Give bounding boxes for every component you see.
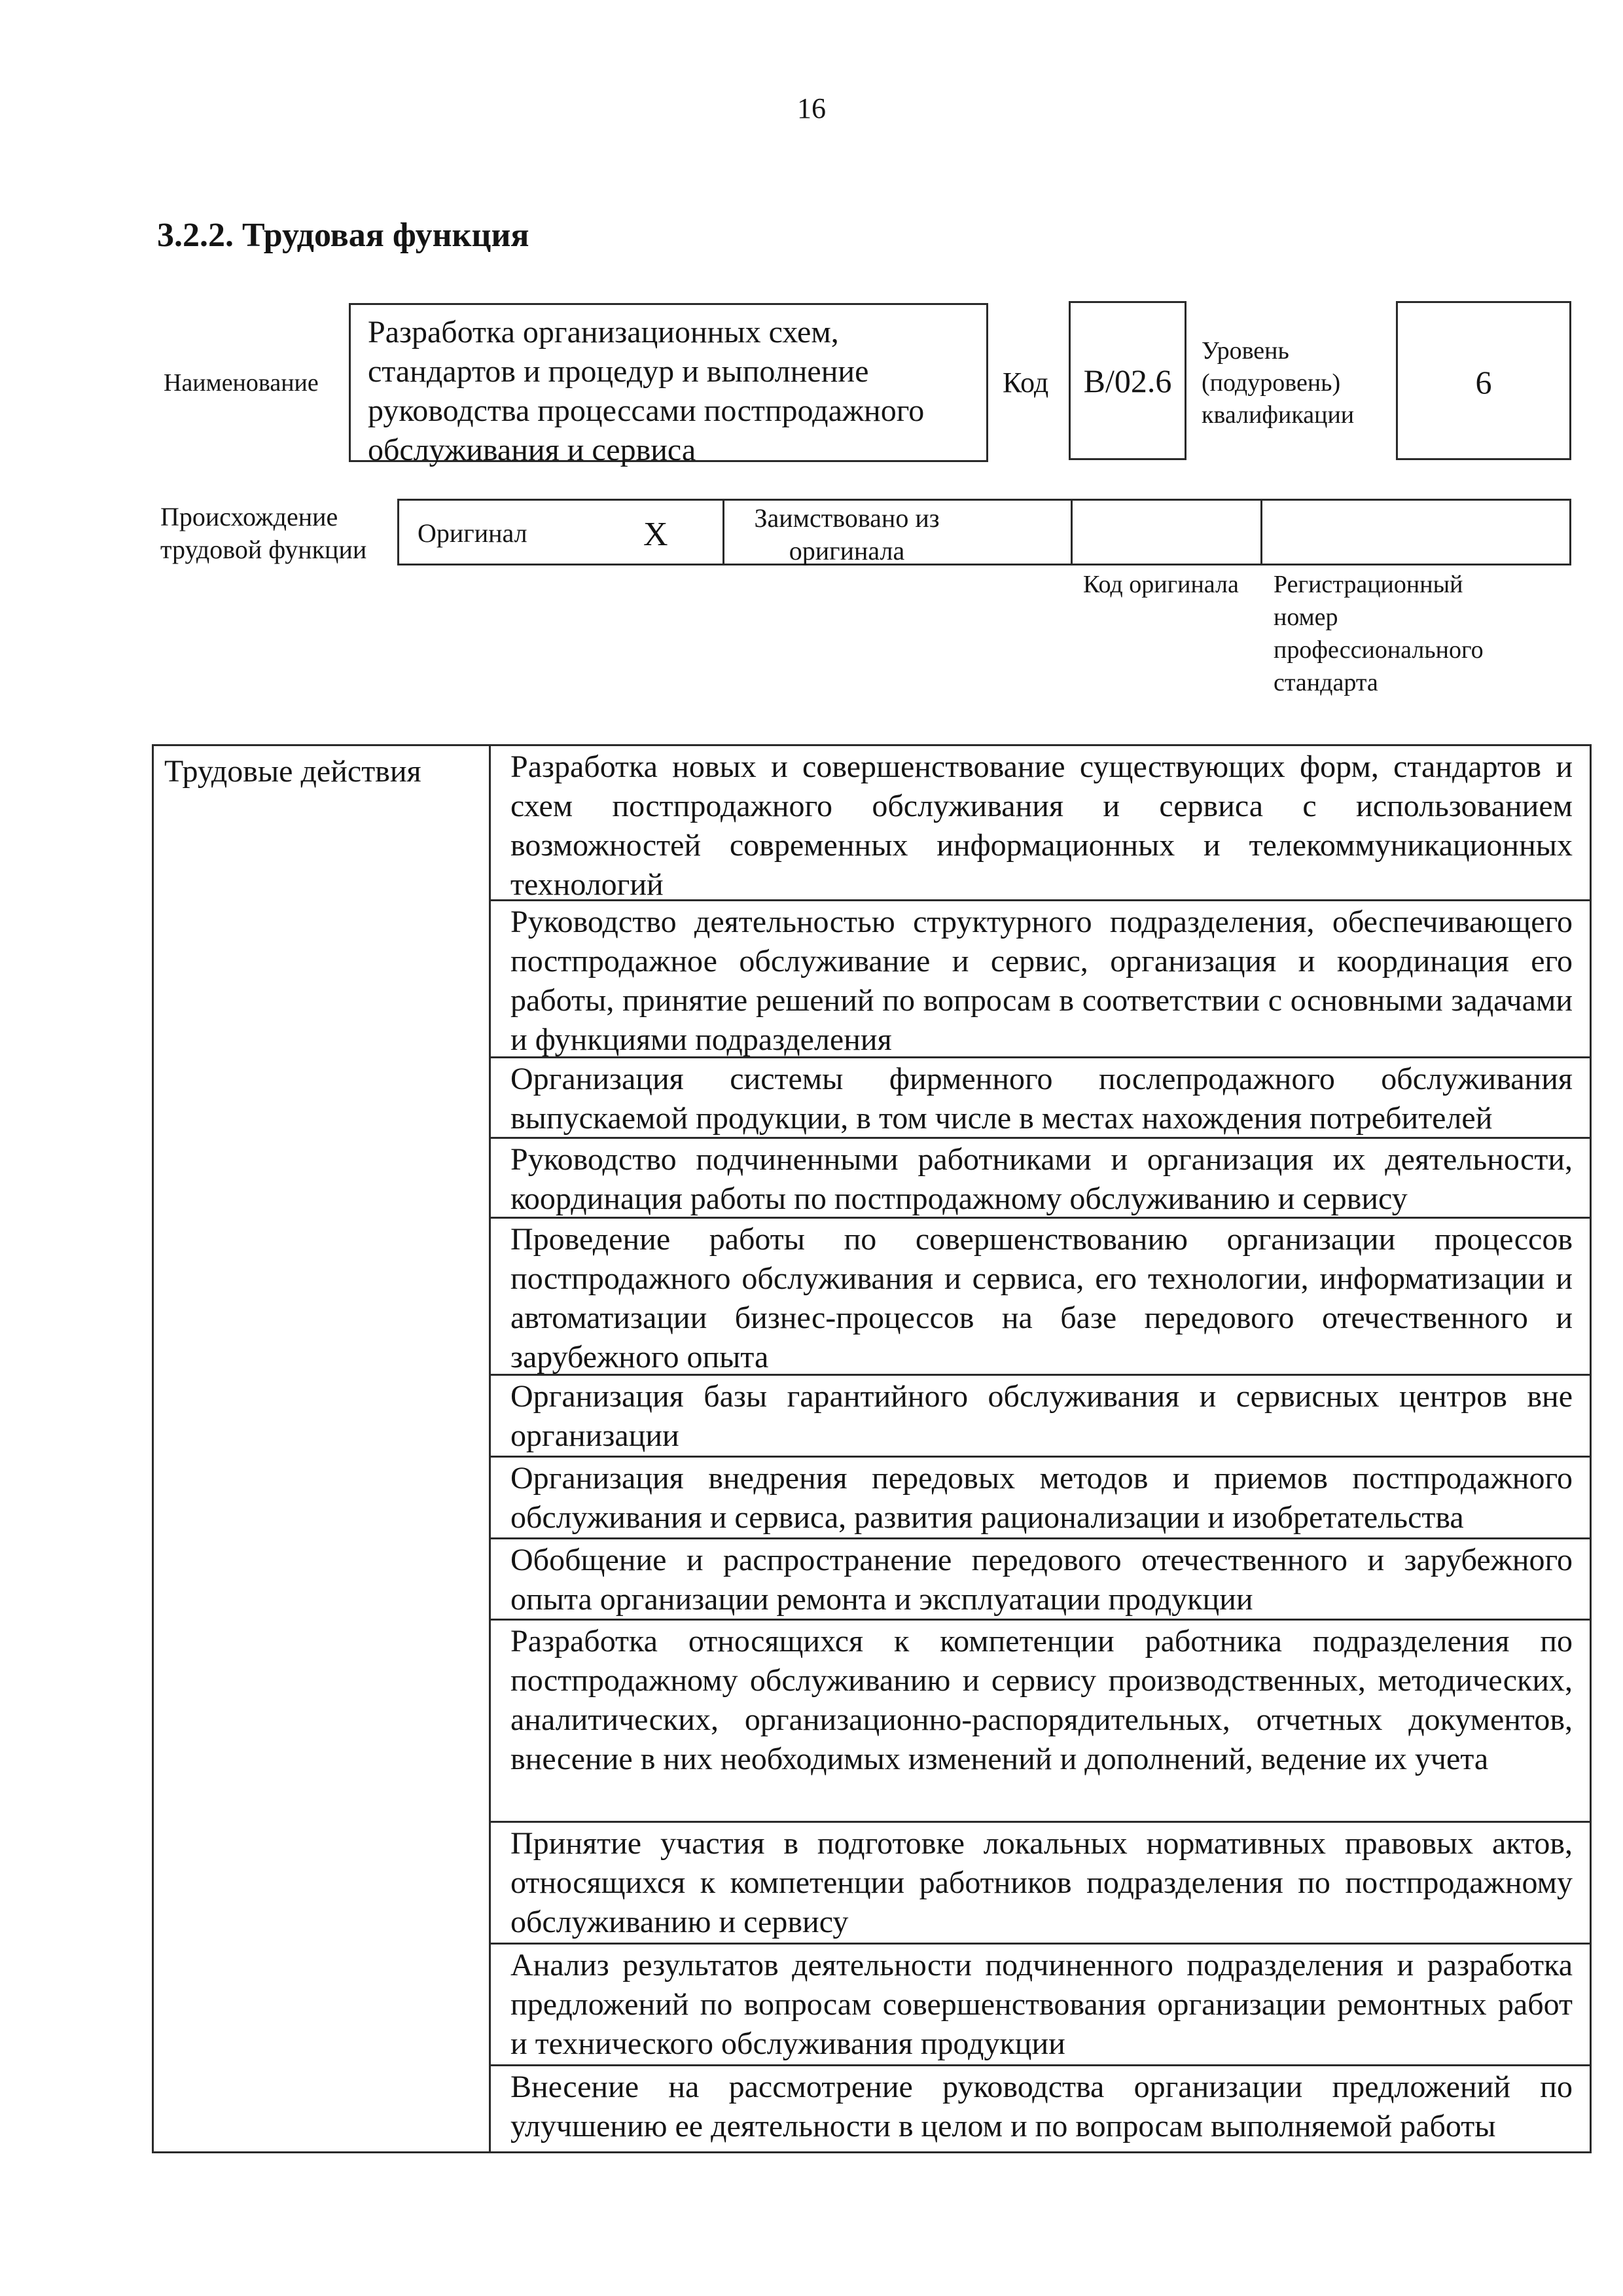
labor-action-item: Разработка относящихся к компетенции работника подразделения по постпродажному обслуживанию и сервису производственных, методических, аналитических, организационно-распорядительных, отчетных документов, внесение в них необходимых изменений и дополнений, ведение их учета <box>491 1621 1590 1823</box>
reg-number-caption: Регистрационный номер профессионального стандарта <box>1274 571 1484 696</box>
labor-action-item: Проведение работы по совершенствованию организации процессов постпродажного обслуживания и сервиса, его технологии, информатизации и автоматизации бизнес-процессов на базе передового отечественного и зарубежного опыта <box>491 1219 1590 1376</box>
labor-action-item: Организация внедрения передовых методов и приемов постпродажного обслуживания и сервиса, развития рационализации и изобретательства <box>491 1458 1590 1539</box>
page-number: 16 <box>797 92 826 124</box>
labor-actions-label: Трудовые действия <box>154 746 491 2151</box>
code-value: В/02.6 <box>1083 363 1172 399</box>
original-label: Оригинал <box>418 518 527 548</box>
labor-actions-table <box>152 744 1592 2153</box>
origin-label: Происхождение трудовой функции <box>160 502 367 564</box>
labor-action-item: Принятие участия в подготовке локальных нормативных правовых актов, относящихся к компетенции работников подразделения по постпродажному обслуживанию и сервису <box>491 1823 1590 1945</box>
reg-number-cell <box>1260 499 1571 565</box>
original-code-cell <box>1071 499 1262 565</box>
level-value: 6 <box>1475 364 1492 401</box>
borrowed-label: Заимствовано из оригинала <box>754 503 940 565</box>
section-title: 3.2.2. Трудовая функция <box>157 217 529 254</box>
code-cell <box>1069 301 1186 460</box>
original-mark: X <box>643 516 668 553</box>
labor-action-item: Организация базы гарантийного обслуживания и сервисных центров вне организации <box>491 1376 1590 1458</box>
labor-action-item: Обобщение и распространение передового отечественного и зарубежного опыта организации ремонта и эксплуатации продукции <box>491 1539 1590 1621</box>
labor-action-item: Руководство деятельностью структурного подразделения, обеспечивающего постпродажное обслуживание и сервис, организация и координация его работы, принятие решений по вопросам в соответствии с основными задачами и функциями подразделения <box>491 901 1590 1058</box>
labor-action-item: Анализ результатов деятельности подчиненного подразделения и разработка предложений по вопросам совершенствования организации ремонтных работ и технического обслуживания продукции <box>491 1945 1590 2066</box>
name-cell <box>349 303 988 467</box>
labor-action-item: Внесение на рассмотрение руководства организации предложений по улучшению ее деятельности в целом и по вопросам выполняемой работы <box>510 2070 1573 2144</box>
code-label: Код <box>1003 367 1049 399</box>
labor-action-item: Разработка новых и совершенствование существующих форм, стандартов и схем постпродажного обслуживания и сервиса с использованием возможностей современных информационных и телекоммуникационных технологий <box>491 746 1590 901</box>
labor-actions-list <box>491 746 1590 2151</box>
labor-action-item: Руководство подчиненными работниками и организация их деятельности, координация работы по постпродажному обслуживанию и сервису <box>491 1139 1590 1219</box>
borrowed-cell <box>722 499 1073 565</box>
labor-action-item: Организация системы фирменного послепродажного обслуживания выпускаемой продукции, в том числе в местах нахождения потребителей <box>491 1058 1590 1139</box>
original-cell <box>397 499 724 565</box>
original-code-caption: Код оригинала <box>1083 571 1239 598</box>
level-label: Уровень (подуровень) квалификации <box>1202 337 1355 429</box>
name-label: Наименование <box>164 369 319 397</box>
level-cell <box>1396 301 1571 460</box>
name-value: Разработка организационных схем, стандартов и процедур и выполнение руководства процессами постпродажного обслуживания и сервиса <box>368 315 925 467</box>
